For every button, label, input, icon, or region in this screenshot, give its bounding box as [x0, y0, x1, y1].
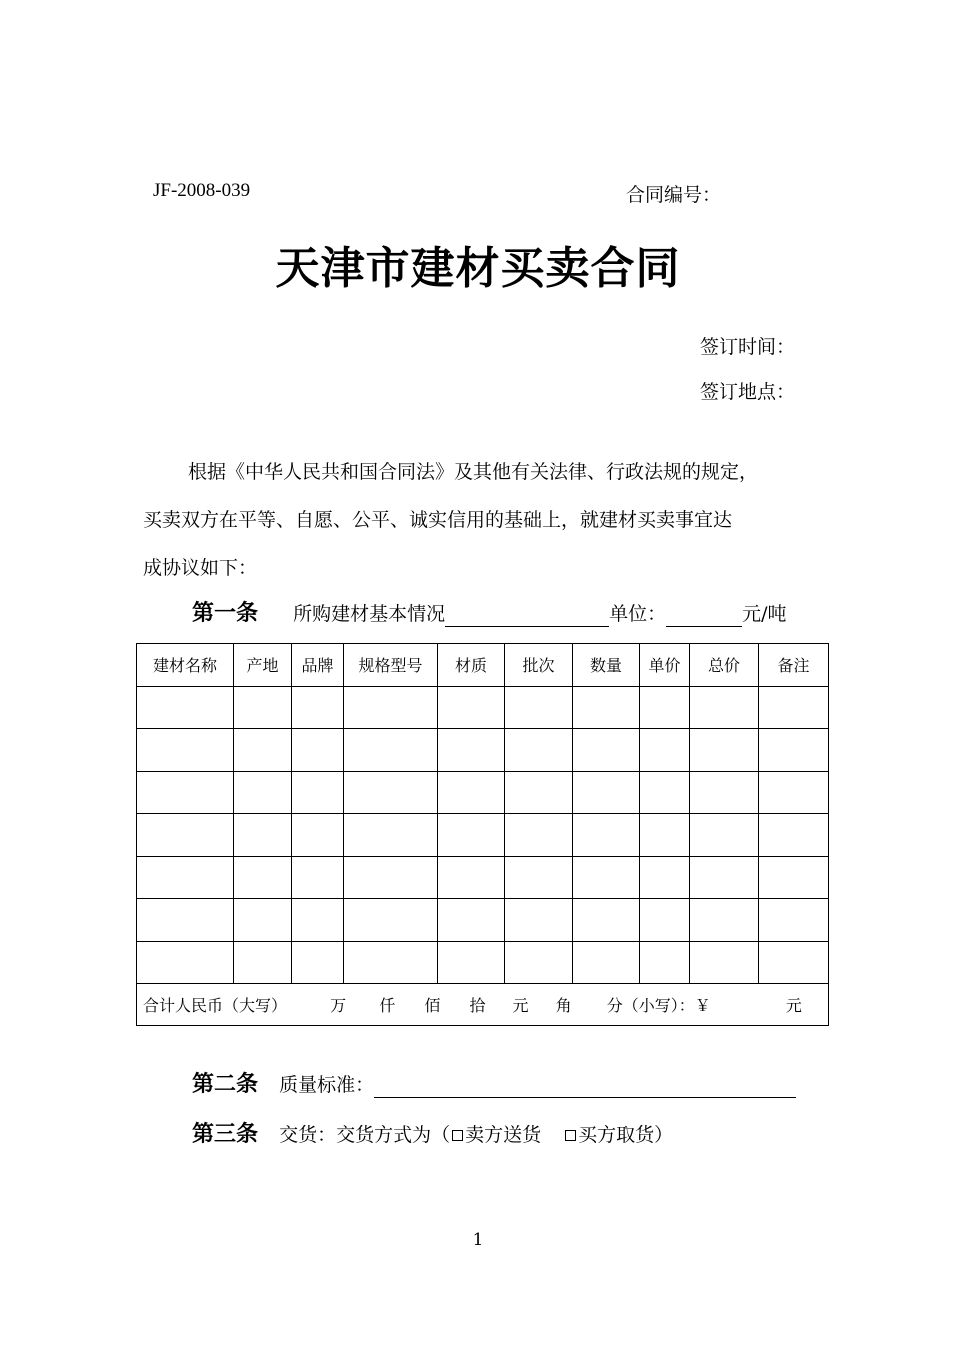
- article-1-text: 所购建材基本情况: [293, 603, 446, 625]
- table-cell[interactable]: [344, 686, 438, 729]
- table-cell[interactable]: [137, 856, 234, 899]
- option-seller-delivery: 卖方送货: [465, 1124, 542, 1146]
- signing-place-label: 签订地点：: [700, 381, 796, 403]
- materials-table: [136, 643, 829, 1026]
- table-cell[interactable]: [292, 814, 344, 857]
- option-buyer-pickup: 买方取货: [578, 1124, 655, 1146]
- article-1-unit-blank[interactable]: [666, 604, 742, 627]
- table-row: [137, 899, 829, 942]
- table-cell[interactable]: [573, 686, 640, 729]
- table-cell[interactable]: [292, 899, 344, 942]
- article-1-unit-suffix: 元/吨: [742, 603, 787, 625]
- table-cell[interactable]: [438, 899, 505, 942]
- table-cell[interactable]: [234, 729, 292, 772]
- table-row: [137, 729, 829, 772]
- article-2: [192, 1067, 796, 1098]
- total-yuan: 元: [785, 996, 802, 1015]
- article-1-unit-label: 单位：: [609, 603, 667, 625]
- table-cell[interactable]: [640, 856, 690, 899]
- article-1-blank[interactable]: [445, 604, 609, 627]
- table-cell[interactable]: [438, 771, 505, 814]
- intro-line-3: 成协议如下：: [143, 557, 258, 579]
- table-cell[interactable]: [344, 941, 438, 984]
- intro-paragraph: [143, 448, 843, 592]
- article-1: [192, 596, 787, 627]
- table-row: [137, 856, 829, 899]
- table-cell[interactable]: [137, 771, 234, 814]
- table-cell[interactable]: [573, 941, 640, 984]
- table-cell[interactable]: [438, 686, 505, 729]
- article-3-text: 交货：交货方式为（: [279, 1124, 451, 1146]
- table-cell[interactable]: [505, 899, 573, 942]
- col-header: 备注: [759, 644, 829, 687]
- table-cell[interactable]: [137, 729, 234, 772]
- table-cell[interactable]: [690, 771, 759, 814]
- col-header: 单价: [640, 644, 690, 687]
- col-header: 建材名称: [137, 644, 234, 687]
- unit-bai: 佰: [424, 996, 441, 1015]
- table-cell[interactable]: [640, 941, 690, 984]
- page-title: 天津市建材买卖合同: [275, 243, 681, 294]
- table-cell[interactable]: [137, 941, 234, 984]
- table-cell[interactable]: [505, 941, 573, 984]
- unit-shi: 拾: [469, 996, 486, 1015]
- table-cell[interactable]: [344, 899, 438, 942]
- table-cell[interactable]: [573, 856, 640, 899]
- table-cell[interactable]: [640, 729, 690, 772]
- table-cell[interactable]: [438, 729, 505, 772]
- buyer-pickup-checkbox[interactable]: [565, 1130, 576, 1141]
- table-cell[interactable]: [292, 856, 344, 899]
- article-2-text: 质量标准：: [279, 1074, 375, 1096]
- unit-qian: 仟: [379, 996, 396, 1015]
- table-cell[interactable]: [640, 771, 690, 814]
- contract-number-label: 合同编号：: [626, 184, 722, 206]
- article-1-label: 第一条: [192, 601, 259, 626]
- col-header: 总价: [690, 644, 759, 687]
- table-cell[interactable]: [573, 729, 640, 772]
- table-cell[interactable]: [759, 941, 829, 984]
- quality-standard-blank[interactable]: [374, 1075, 796, 1098]
- total-row: [137, 984, 829, 1026]
- table-cell[interactable]: [640, 686, 690, 729]
- table-cell[interactable]: [759, 729, 829, 772]
- unit-yuan: 元: [512, 996, 529, 1015]
- table-cell[interactable]: [759, 899, 829, 942]
- table-cell[interactable]: [640, 814, 690, 857]
- document-code: JF-2008-039: [153, 180, 251, 201]
- table-cell[interactable]: [759, 686, 829, 729]
- table-cell[interactable]: [505, 856, 573, 899]
- unit-wan: 万: [330, 996, 347, 1015]
- table-cell[interactable]: [344, 729, 438, 772]
- intro-line-2: 买卖双方在平等、自愿、公平、诚实信用的基础上，就建材买卖事宜达: [143, 509, 733, 531]
- col-header: 规格型号: [344, 644, 438, 687]
- page-number: 1: [472, 1230, 484, 1250]
- table-cell[interactable]: [292, 771, 344, 814]
- signing-time-label: 签订时间：: [700, 336, 796, 358]
- table-cell[interactable]: [292, 686, 344, 729]
- table-cell[interactable]: [292, 729, 344, 772]
- article-3: [192, 1117, 673, 1148]
- col-header: 品牌: [292, 644, 344, 687]
- table-cell[interactable]: [344, 856, 438, 899]
- table-cell[interactable]: [759, 771, 829, 814]
- total-label: 合计人民币（大写）: [143, 996, 288, 1015]
- table-cell[interactable]: [234, 899, 292, 942]
- seller-delivery-checkbox[interactable]: [452, 1130, 463, 1141]
- table-cell[interactable]: [438, 814, 505, 857]
- col-header: 产地: [234, 644, 292, 687]
- small-amount-label: （小写）：￥: [622, 996, 711, 1015]
- table-cell[interactable]: [690, 814, 759, 857]
- table-cell[interactable]: [344, 771, 438, 814]
- table-cell[interactable]: [573, 771, 640, 814]
- table-cell[interactable]: [690, 729, 759, 772]
- table-cell[interactable]: [344, 814, 438, 857]
- unit-jiao: 角: [555, 996, 572, 1015]
- table-cell[interactable]: [137, 686, 234, 729]
- table-row: [137, 814, 829, 857]
- table-cell[interactable]: [438, 941, 505, 984]
- table-cell[interactable]: [234, 941, 292, 984]
- table-cell[interactable]: [137, 899, 234, 942]
- table-cell[interactable]: [234, 814, 292, 857]
- table-cell[interactable]: [759, 814, 829, 857]
- table-cell[interactable]: [640, 899, 690, 942]
- table-cell[interactable]: [505, 729, 573, 772]
- table-cell[interactable]: [759, 856, 829, 899]
- intro-line-1: 根据《中华人民共和国合同法》及其他有关法律、行政法规的规定，: [188, 461, 759, 483]
- table-cell[interactable]: [505, 686, 573, 729]
- article-3-close: ）: [654, 1124, 674, 1146]
- article-2-label: 第二条: [192, 1072, 259, 1097]
- table-cell[interactable]: [573, 899, 640, 942]
- table-row: [137, 771, 829, 814]
- unit-fen: 分: [606, 996, 623, 1015]
- table-cell[interactable]: [505, 771, 573, 814]
- table-cell[interactable]: [690, 899, 759, 942]
- table-cell[interactable]: [690, 856, 759, 899]
- table-cell[interactable]: [573, 814, 640, 857]
- table-cell[interactable]: [690, 941, 759, 984]
- table-cell[interactable]: [234, 771, 292, 814]
- table-cell[interactable]: [505, 814, 573, 857]
- table-cell[interactable]: [438, 856, 505, 899]
- col-header: 批次: [505, 644, 573, 687]
- table-cell[interactable]: [234, 856, 292, 899]
- col-header: 数量: [573, 644, 640, 687]
- table-cell[interactable]: [234, 686, 292, 729]
- table-cell[interactable]: [137, 814, 234, 857]
- article-3-label: 第三条: [192, 1122, 259, 1147]
- table-header-row: [137, 644, 829, 687]
- table-row: [137, 686, 829, 729]
- table-cell[interactable]: [690, 686, 759, 729]
- table-cell[interactable]: [292, 941, 344, 984]
- col-header: 材质: [438, 644, 505, 687]
- table-row: [137, 941, 829, 984]
